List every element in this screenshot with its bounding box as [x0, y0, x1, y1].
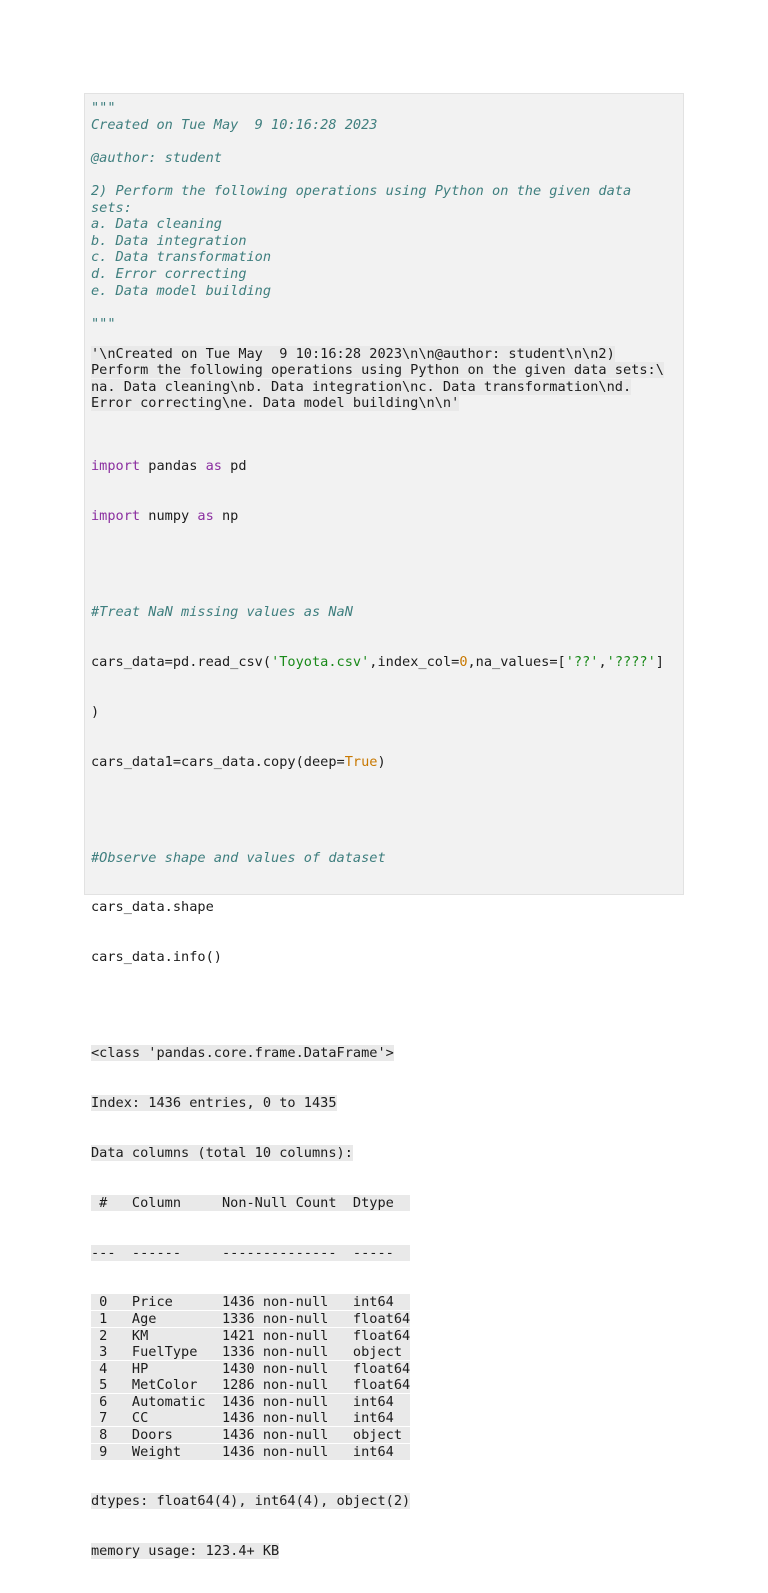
- import-keyword: import: [91, 508, 141, 525]
- docstring-line: c. Data transformation: [91, 249, 272, 266]
- info-columns-line: Data columns (total 10 columns):: [91, 1144, 353, 1161]
- as-keyword: as: [197, 508, 214, 525]
- info-table-row: 9 Weight 1436 non-null int64: [91, 1443, 411, 1460]
- shape-line: cars_data.shape: [91, 899, 214, 916]
- docstring-line: b. Data integration: [91, 232, 247, 249]
- as-keyword: as: [205, 458, 222, 475]
- docstring-line: a. Data cleaning: [91, 216, 222, 233]
- copy-call: cars_data1=cars_data.copy(deep=: [91, 753, 345, 770]
- csv-filename: 'Toyota.csv': [271, 653, 370, 670]
- info-table-row: 3 FuelType 1336 non-null object: [91, 1344, 411, 1361]
- docstring-line: e. Data model building: [91, 282, 272, 299]
- alias-pd: pd: [230, 458, 247, 475]
- notebook-cell-area[interactable]: [84, 93, 684, 1560]
- info-table-row: 4 HP 1430 non-null float64: [91, 1360, 411, 1377]
- docstring-line: sets:: [91, 199, 132, 216]
- import-numpy-line: [91, 508, 683, 525]
- import-keyword: import: [91, 458, 141, 475]
- deep-value: True: [344, 753, 378, 770]
- copy-close: ): [377, 753, 386, 770]
- docstring-output-line: na. Data cleaning\nb. Data integration\nc. Data transformation\nd.: [91, 378, 632, 395]
- docstring-line: """: [91, 315, 116, 332]
- info-table-row: 7 CC 1436 non-null int64: [91, 1410, 411, 1427]
- info-table-row: 6 Automatic 1436 non-null int64: [91, 1393, 411, 1410]
- docstring-line: 2) Perform the following operations using Python on the given data: [91, 182, 632, 199]
- info-header-line: # Column Non-Null Count Dtype: [91, 1194, 411, 1211]
- docstring-cell[interactable]: [91, 100, 683, 332]
- read-csv-close-paren: ): [91, 703, 100, 720]
- docstring-line: [91, 133, 683, 150]
- na-values-arg: ,na_values=[: [467, 653, 566, 670]
- index-col-value: 0: [459, 653, 468, 670]
- docstring-output-line: Error correcting\ne. Data model building\n\n': [91, 395, 460, 412]
- docstring-line: [91, 299, 683, 316]
- info-table-row: 8 Doors 1436 non-null object: [91, 1427, 411, 1444]
- imports-cell[interactable]: [91, 425, 683, 558]
- docstring-line: """: [91, 100, 116, 116]
- na-close-bracket: ]: [655, 653, 664, 670]
- alias-np: np: [221, 508, 239, 525]
- na-comma: ,: [598, 653, 607, 670]
- info-memory-line: memory usage: 123.4+ KB: [91, 1543, 280, 1560]
- info-table-row: 5 MetColor 1286 non-null float64: [91, 1377, 411, 1394]
- read-csv-cell[interactable]: [91, 571, 683, 803]
- docstring-line: Created on Tue May 9 10:16:28 2023: [91, 116, 378, 133]
- read-csv-comment: #Treat NaN missing values as NaN: [91, 604, 353, 621]
- read-csv-call: cars_data=pd.read_csv(: [91, 653, 272, 670]
- docstring-output: [91, 346, 683, 412]
- module-numpy: numpy: [148, 508, 190, 525]
- info-index-line: Index: 1436 entries, 0 to 1435: [91, 1095, 337, 1112]
- info-output: [91, 1012, 683, 1593]
- info-separator-line: --- ------ -------------- -----: [91, 1244, 411, 1261]
- na-value-1: '??': [565, 653, 599, 670]
- na-value-2: '????': [606, 653, 656, 670]
- info-table-row: 1 Age 1336 non-null float64: [91, 1310, 411, 1327]
- docstring-line: [91, 166, 683, 183]
- import-pandas-line: [91, 458, 683, 475]
- shape-info-cell[interactable]: [91, 817, 683, 1000]
- copy-line: [91, 754, 683, 771]
- info-table-row: 2 KM 1421 non-null float64: [91, 1327, 411, 1344]
- info-rows: [91, 1294, 683, 1460]
- shape-comment: #Observe shape and values of dataset: [91, 849, 386, 866]
- docstring-line: d. Error correcting: [91, 265, 247, 282]
- info-call-line: cars_data.info(): [91, 949, 222, 966]
- info-dtypes-line: dtypes: float64(4), int64(4), object(2): [91, 1493, 411, 1510]
- docstring-line: @author: student: [91, 149, 222, 166]
- docstring-output-line: Perform the following operations using Python on the given data sets:\: [91, 362, 664, 379]
- docstring-output-line: '\nCreated on Tue May 9 10:16:28 2023\n\n@author: student\n\n2): [91, 345, 615, 362]
- module-pandas: pandas: [148, 458, 198, 475]
- info-class-line: <class 'pandas.core.frame.DataFrame'>: [91, 1045, 394, 1062]
- info-table-row: 0 Price 1436 non-null int64: [91, 1294, 411, 1311]
- read-csv-line: [91, 654, 683, 671]
- index-col-arg: ,index_col=: [369, 653, 460, 670]
